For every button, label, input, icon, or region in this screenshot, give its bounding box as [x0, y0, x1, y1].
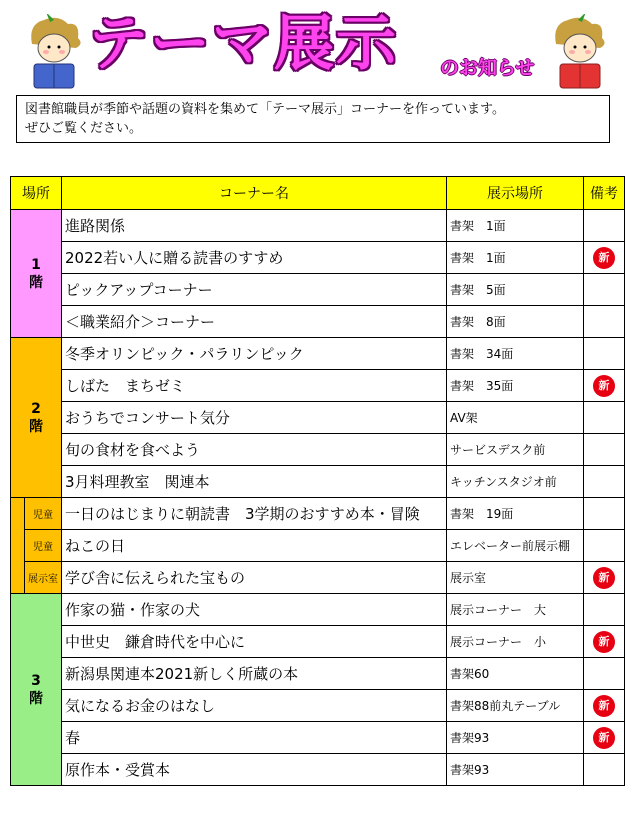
new-badge-icon: 新 [593, 567, 615, 589]
note-cell [584, 530, 625, 562]
header-name: コーナー名 [62, 177, 447, 210]
note-cell [584, 658, 625, 690]
corner-name: 春 [62, 722, 447, 754]
corner-name: しばた まちゼミ [62, 370, 447, 402]
exhibit-place: サービスデスク前 [447, 434, 584, 466]
note-cell [584, 594, 625, 626]
floor-label: 2 階 [11, 338, 62, 498]
exhibit-place: キッチンスタジオ前 [447, 466, 584, 498]
table-row [11, 466, 625, 498]
note-cell [584, 690, 625, 722]
table-row [11, 274, 625, 306]
table-row [11, 370, 625, 402]
table-body [11, 210, 625, 786]
exhibit-place: 書架88前丸テーブル [447, 690, 584, 722]
corner-name: 気になるお金のはなし [62, 690, 447, 722]
exhibit-place: 書架 8面 [447, 306, 584, 338]
corner-name: ＜職業紹介＞コーナー [62, 306, 447, 338]
note-cell [584, 338, 625, 370]
header-floor: 場所 [11, 177, 62, 210]
table-row [11, 498, 625, 530]
corner-name: おうちでコンサート気分 [62, 402, 447, 434]
exhibit-place: 展示コーナー 大 [447, 594, 584, 626]
table-header-row [11, 177, 625, 210]
exhibit-place: AV架 [447, 402, 584, 434]
exhibit-place: 書架93 [447, 722, 584, 754]
new-badge-icon: 新 [593, 727, 615, 749]
page-title: テーマ展示 [88, 9, 398, 79]
table-row [11, 626, 625, 658]
note-cell [584, 434, 625, 466]
corner-name: ピックアップコーナー [62, 274, 447, 306]
table-row [11, 690, 625, 722]
exhibit-place: 書架 1面 [447, 210, 584, 242]
header-place: 展示場所 [447, 177, 584, 210]
corner-name: 進路関係 [62, 210, 447, 242]
corner-name: 原作本・受賞本 [62, 754, 447, 786]
table-row [11, 242, 625, 274]
corner-name: 2022若い人に贈る読書のすすめ [62, 242, 447, 274]
table-row [11, 434, 625, 466]
new-badge-icon: 新 [593, 695, 615, 717]
table-row [11, 658, 625, 690]
table-row [11, 754, 625, 786]
corner-name: 中世史 鎌倉時代を中心に [62, 626, 447, 658]
corner-name: 冬季オリンピック・パラリンピック [62, 338, 447, 370]
note-cell [584, 306, 625, 338]
corner-name: 新潟県関連本2021新しく所蔵の本 [62, 658, 447, 690]
page-header [0, 0, 631, 92]
table-row [11, 338, 625, 370]
exhibit-place: エレベーター前展示棚 [447, 530, 584, 562]
table-row [11, 562, 625, 594]
floor-label: 3 階 [11, 594, 62, 786]
note-cell [584, 402, 625, 434]
note-cell [584, 210, 625, 242]
exhibit-place: 書架 1面 [447, 242, 584, 274]
exhibit-place: 書架60 [447, 658, 584, 690]
table-row [11, 306, 625, 338]
note-cell [584, 626, 625, 658]
sub-location-label: 展示室 [25, 562, 62, 594]
sub-location-label: 児童 [25, 498, 62, 530]
table-row [11, 530, 625, 562]
reading-child-mascot-left-icon [24, 14, 86, 90]
table-row [11, 594, 625, 626]
note-cell [584, 242, 625, 274]
floor-2-strip [11, 498, 25, 594]
corner-name: 3月料理教室 関連本 [62, 466, 447, 498]
exhibit-place: 書架 5面 [447, 274, 584, 306]
note-cell [584, 754, 625, 786]
table-row [11, 210, 625, 242]
floor-label: 1 階 [11, 210, 62, 338]
new-badge-icon: 新 [593, 631, 615, 653]
notice-line-1: 図書館職員が季節や話題の資料を集めて「テーマ展示」コーナーを作っています。 [25, 102, 505, 117]
new-badge-icon: 新 [593, 375, 615, 397]
note-cell [584, 274, 625, 306]
sub-location-label: 児童 [25, 530, 62, 562]
note-cell [584, 370, 625, 402]
header-note: 備考 [584, 177, 625, 210]
page-subtitle: のお知らせ [440, 57, 535, 79]
table-row [11, 722, 625, 754]
table-row [11, 402, 625, 434]
exhibit-place: 書架 19面 [447, 498, 584, 530]
exhibit-place: 展示コーナー 小 [447, 626, 584, 658]
corner-name: ねこの日 [62, 530, 447, 562]
exhibit-place: 書架93 [447, 754, 584, 786]
note-cell [584, 722, 625, 754]
corner-name: 一日のはじまりに朝読書 3学期のおすすめ本・冒険 [62, 498, 447, 530]
corner-name: 作家の猫・作家の犬 [62, 594, 447, 626]
exhibit-place: 展示室 [447, 562, 584, 594]
corner-name: 学び舎に伝えられた宝もの [62, 562, 447, 594]
exhibit-place: 書架 35面 [447, 370, 584, 402]
notice-box [16, 95, 610, 143]
theme-exhibit-table [10, 176, 625, 786]
new-badge-icon: 新 [593, 247, 615, 269]
note-cell [584, 498, 625, 530]
note-cell [584, 466, 625, 498]
exhibit-place: 書架 34面 [447, 338, 584, 370]
note-cell [584, 562, 625, 594]
notice-line-2: ぜひご覧ください。 [25, 121, 143, 136]
corner-name: 旬の食材を食べよう [62, 434, 447, 466]
reading-child-mascot-right-icon [548, 14, 610, 90]
